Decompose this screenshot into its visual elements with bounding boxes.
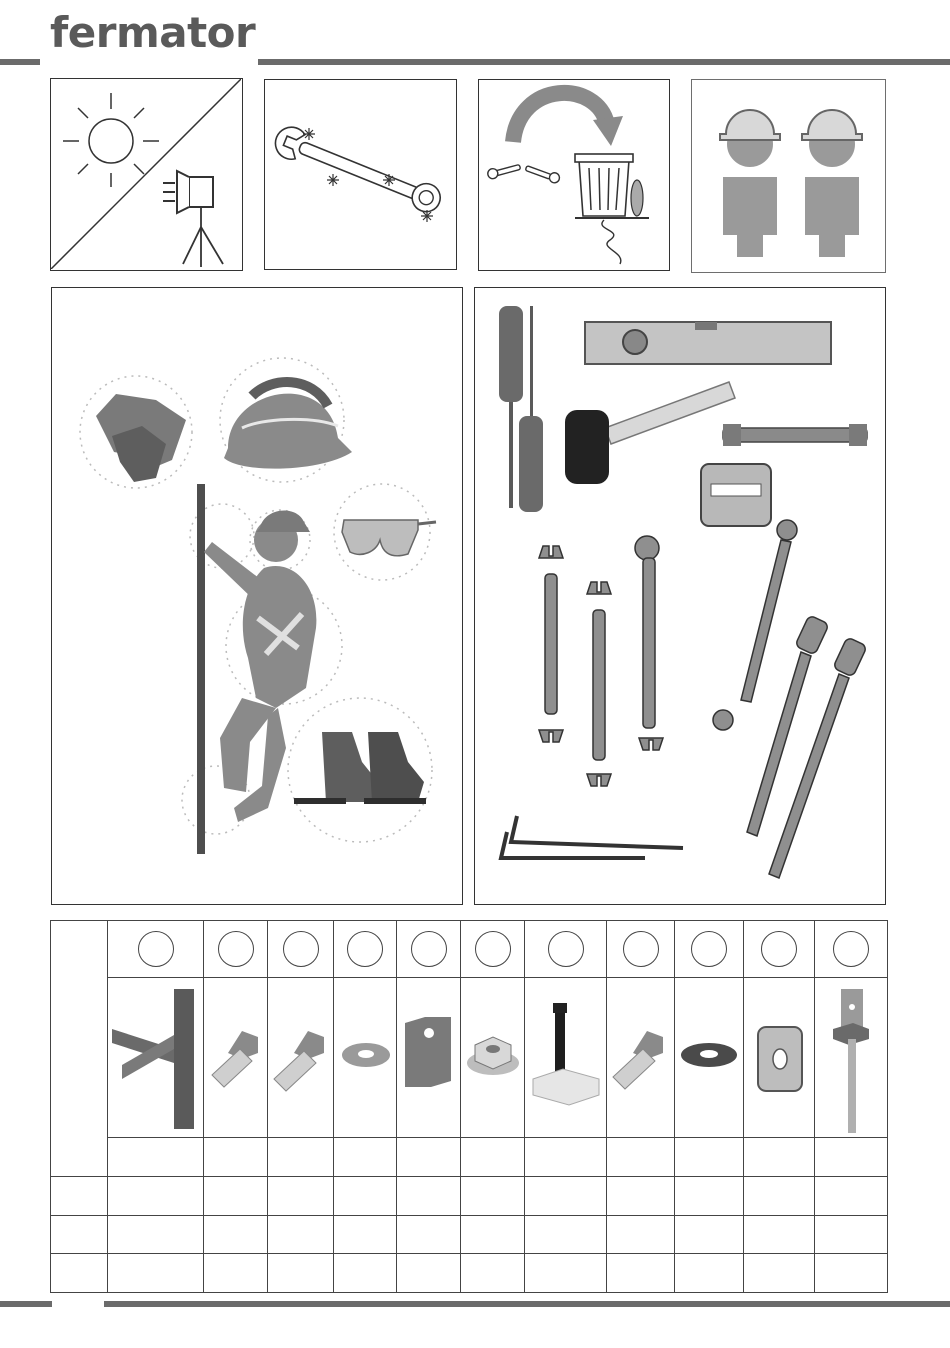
part-number-cell <box>204 921 268 978</box>
quantity-cell <box>744 1254 815 1293</box>
part-number-circle <box>623 931 659 967</box>
parts-table <box>50 920 888 1293</box>
two-people-panel <box>691 79 886 273</box>
worker-climbing-illustration <box>52 288 461 903</box>
part-image-cell <box>204 978 268 1138</box>
part-label-cell <box>334 1138 397 1177</box>
quantity-cell <box>675 1177 744 1216</box>
part-image-cell <box>815 978 888 1138</box>
parts-corner-cell <box>51 921 108 1177</box>
part-image-cell <box>744 978 815 1138</box>
safety-boots-icon <box>294 732 426 804</box>
bolt-icon <box>607 979 675 1137</box>
bolt-icon <box>268 979 334 1137</box>
quantity-cell <box>525 1177 607 1216</box>
quantity-cell <box>108 1254 204 1293</box>
part-label-cell <box>268 1138 334 1177</box>
parts-quantity-row-2 <box>51 1216 888 1254</box>
two-workers-helmet-icon <box>692 80 884 271</box>
part-number-circle <box>138 931 174 967</box>
footer-rule-right <box>104 1301 950 1307</box>
quantity-cell <box>108 1177 204 1216</box>
part-number-circle <box>761 931 797 967</box>
part-number-circle <box>411 931 447 967</box>
quantity-cell <box>108 1216 204 1254</box>
quantity-cell <box>268 1216 334 1254</box>
part-number-cell <box>744 921 815 978</box>
part-number-circle <box>475 931 511 967</box>
worker-figure <box>204 511 316 822</box>
quantity-cell <box>461 1254 525 1293</box>
recycle-bin-icon <box>479 80 668 269</box>
part-image-cell <box>461 978 525 1138</box>
screwdriver-icon <box>499 306 543 512</box>
quantity-cell <box>675 1216 744 1254</box>
plate-icon <box>397 979 461 1137</box>
part-number-circle <box>833 931 869 967</box>
allen-key-icon <box>501 816 683 858</box>
quantity-cell <box>397 1254 461 1293</box>
part-number-cell <box>525 921 607 978</box>
part-number-circle <box>283 931 319 967</box>
bracket-icon <box>108 979 204 1137</box>
quantity-cell <box>397 1216 461 1254</box>
part-number-cell <box>461 921 525 978</box>
quantity-cell <box>204 1254 268 1293</box>
t-bolt-icon <box>525 979 607 1137</box>
sparkling-wrench-icon <box>265 80 455 268</box>
part-image-cell <box>525 978 607 1138</box>
square-washer-icon <box>744 979 815 1137</box>
part-number-circle <box>347 931 383 967</box>
safety-glasses-icon <box>342 520 436 556</box>
sun-spotlight-icon <box>51 79 241 269</box>
bolt-icon <box>204 979 268 1137</box>
part-image-cell <box>607 978 675 1138</box>
quantity-cell <box>268 1177 334 1216</box>
tape-measure-icon <box>701 464 771 526</box>
quantity-cell <box>744 1177 815 1216</box>
swan-neck-wrench-icon <box>747 615 867 878</box>
gloves-icon <box>96 394 186 482</box>
tools-panel <box>474 287 886 905</box>
part-label-cell <box>461 1138 525 1177</box>
quantity-cell <box>607 1177 675 1216</box>
quantity-cell <box>815 1177 888 1216</box>
part-label-cell <box>108 1138 204 1177</box>
quantity-cell <box>334 1216 397 1254</box>
part-number-circle <box>548 931 584 967</box>
quantity-cell <box>607 1216 675 1254</box>
quantity-cell <box>268 1254 334 1293</box>
header-rule-left <box>0 59 40 65</box>
part-label-cell <box>397 1138 461 1177</box>
threaded-rod-icon <box>815 979 888 1137</box>
row-header-cell <box>51 1254 108 1293</box>
part-label-cell <box>525 1138 607 1177</box>
part-image-cell <box>334 978 397 1138</box>
quantity-cell <box>461 1177 525 1216</box>
clean-tools-panel <box>264 79 457 270</box>
part-number-cell <box>675 921 744 978</box>
part-image-cell <box>397 978 461 1138</box>
brand-logo: fermator <box>50 8 256 57</box>
offset-ring-wrench-icon <box>713 520 797 730</box>
part-image-cell <box>108 978 204 1138</box>
spirit-level-icon <box>585 322 831 364</box>
part-number-cell <box>268 921 334 978</box>
part-number-cell <box>607 921 675 978</box>
part-number-cell <box>815 921 888 978</box>
quantity-cell <box>815 1216 888 1254</box>
part-label-cell <box>607 1138 675 1177</box>
washer-icon <box>334 979 397 1137</box>
part-label-cell <box>204 1138 268 1177</box>
box-spanner-icon <box>723 424 867 446</box>
parts-quantity-row-1 <box>51 1177 888 1216</box>
flange-nut-icon <box>461 979 525 1137</box>
open-end-wrench-icon <box>539 546 563 742</box>
quantity-cell <box>204 1177 268 1216</box>
part-label-cell <box>744 1138 815 1177</box>
quantity-cell <box>525 1216 607 1254</box>
quantity-cell <box>607 1254 675 1293</box>
combination-wrench-icon <box>635 536 663 750</box>
header-rule-right <box>258 59 950 65</box>
quantity-cell <box>461 1216 525 1254</box>
dispose-waste-panel <box>478 79 670 271</box>
part-label-cell <box>815 1138 888 1177</box>
quantity-cell <box>397 1177 461 1216</box>
open-end-wrench-icon-2 <box>587 582 611 786</box>
lighting-panel <box>50 78 243 271</box>
part-number-cell <box>397 921 461 978</box>
part-label-cell <box>675 1138 744 1177</box>
parts-number-row <box>51 921 888 978</box>
ppe-panel <box>51 287 463 905</box>
quantity-cell <box>204 1216 268 1254</box>
part-number-circle <box>691 931 727 967</box>
tool-set-illustration <box>475 288 884 903</box>
part-image-cell <box>268 978 334 1138</box>
parts-label-row <box>51 1138 888 1177</box>
parts-quantity-row-3 <box>51 1254 888 1293</box>
quantity-cell <box>815 1254 888 1293</box>
quantity-cell <box>675 1254 744 1293</box>
part-number-circle <box>218 931 254 967</box>
row-header-cell <box>51 1216 108 1254</box>
parts-image-row <box>51 978 888 1138</box>
quantity-cell <box>334 1177 397 1216</box>
quantity-cell <box>744 1216 815 1254</box>
footer-rule-left <box>0 1301 52 1307</box>
part-image-cell <box>675 978 744 1138</box>
quantity-cell <box>334 1254 397 1293</box>
hard-hat-icon <box>224 382 352 469</box>
washer-icon <box>675 979 744 1137</box>
quantity-cell <box>525 1254 607 1293</box>
part-number-cell <box>108 921 204 978</box>
part-number-cell <box>334 921 397 978</box>
row-header-cell <box>51 1177 108 1216</box>
